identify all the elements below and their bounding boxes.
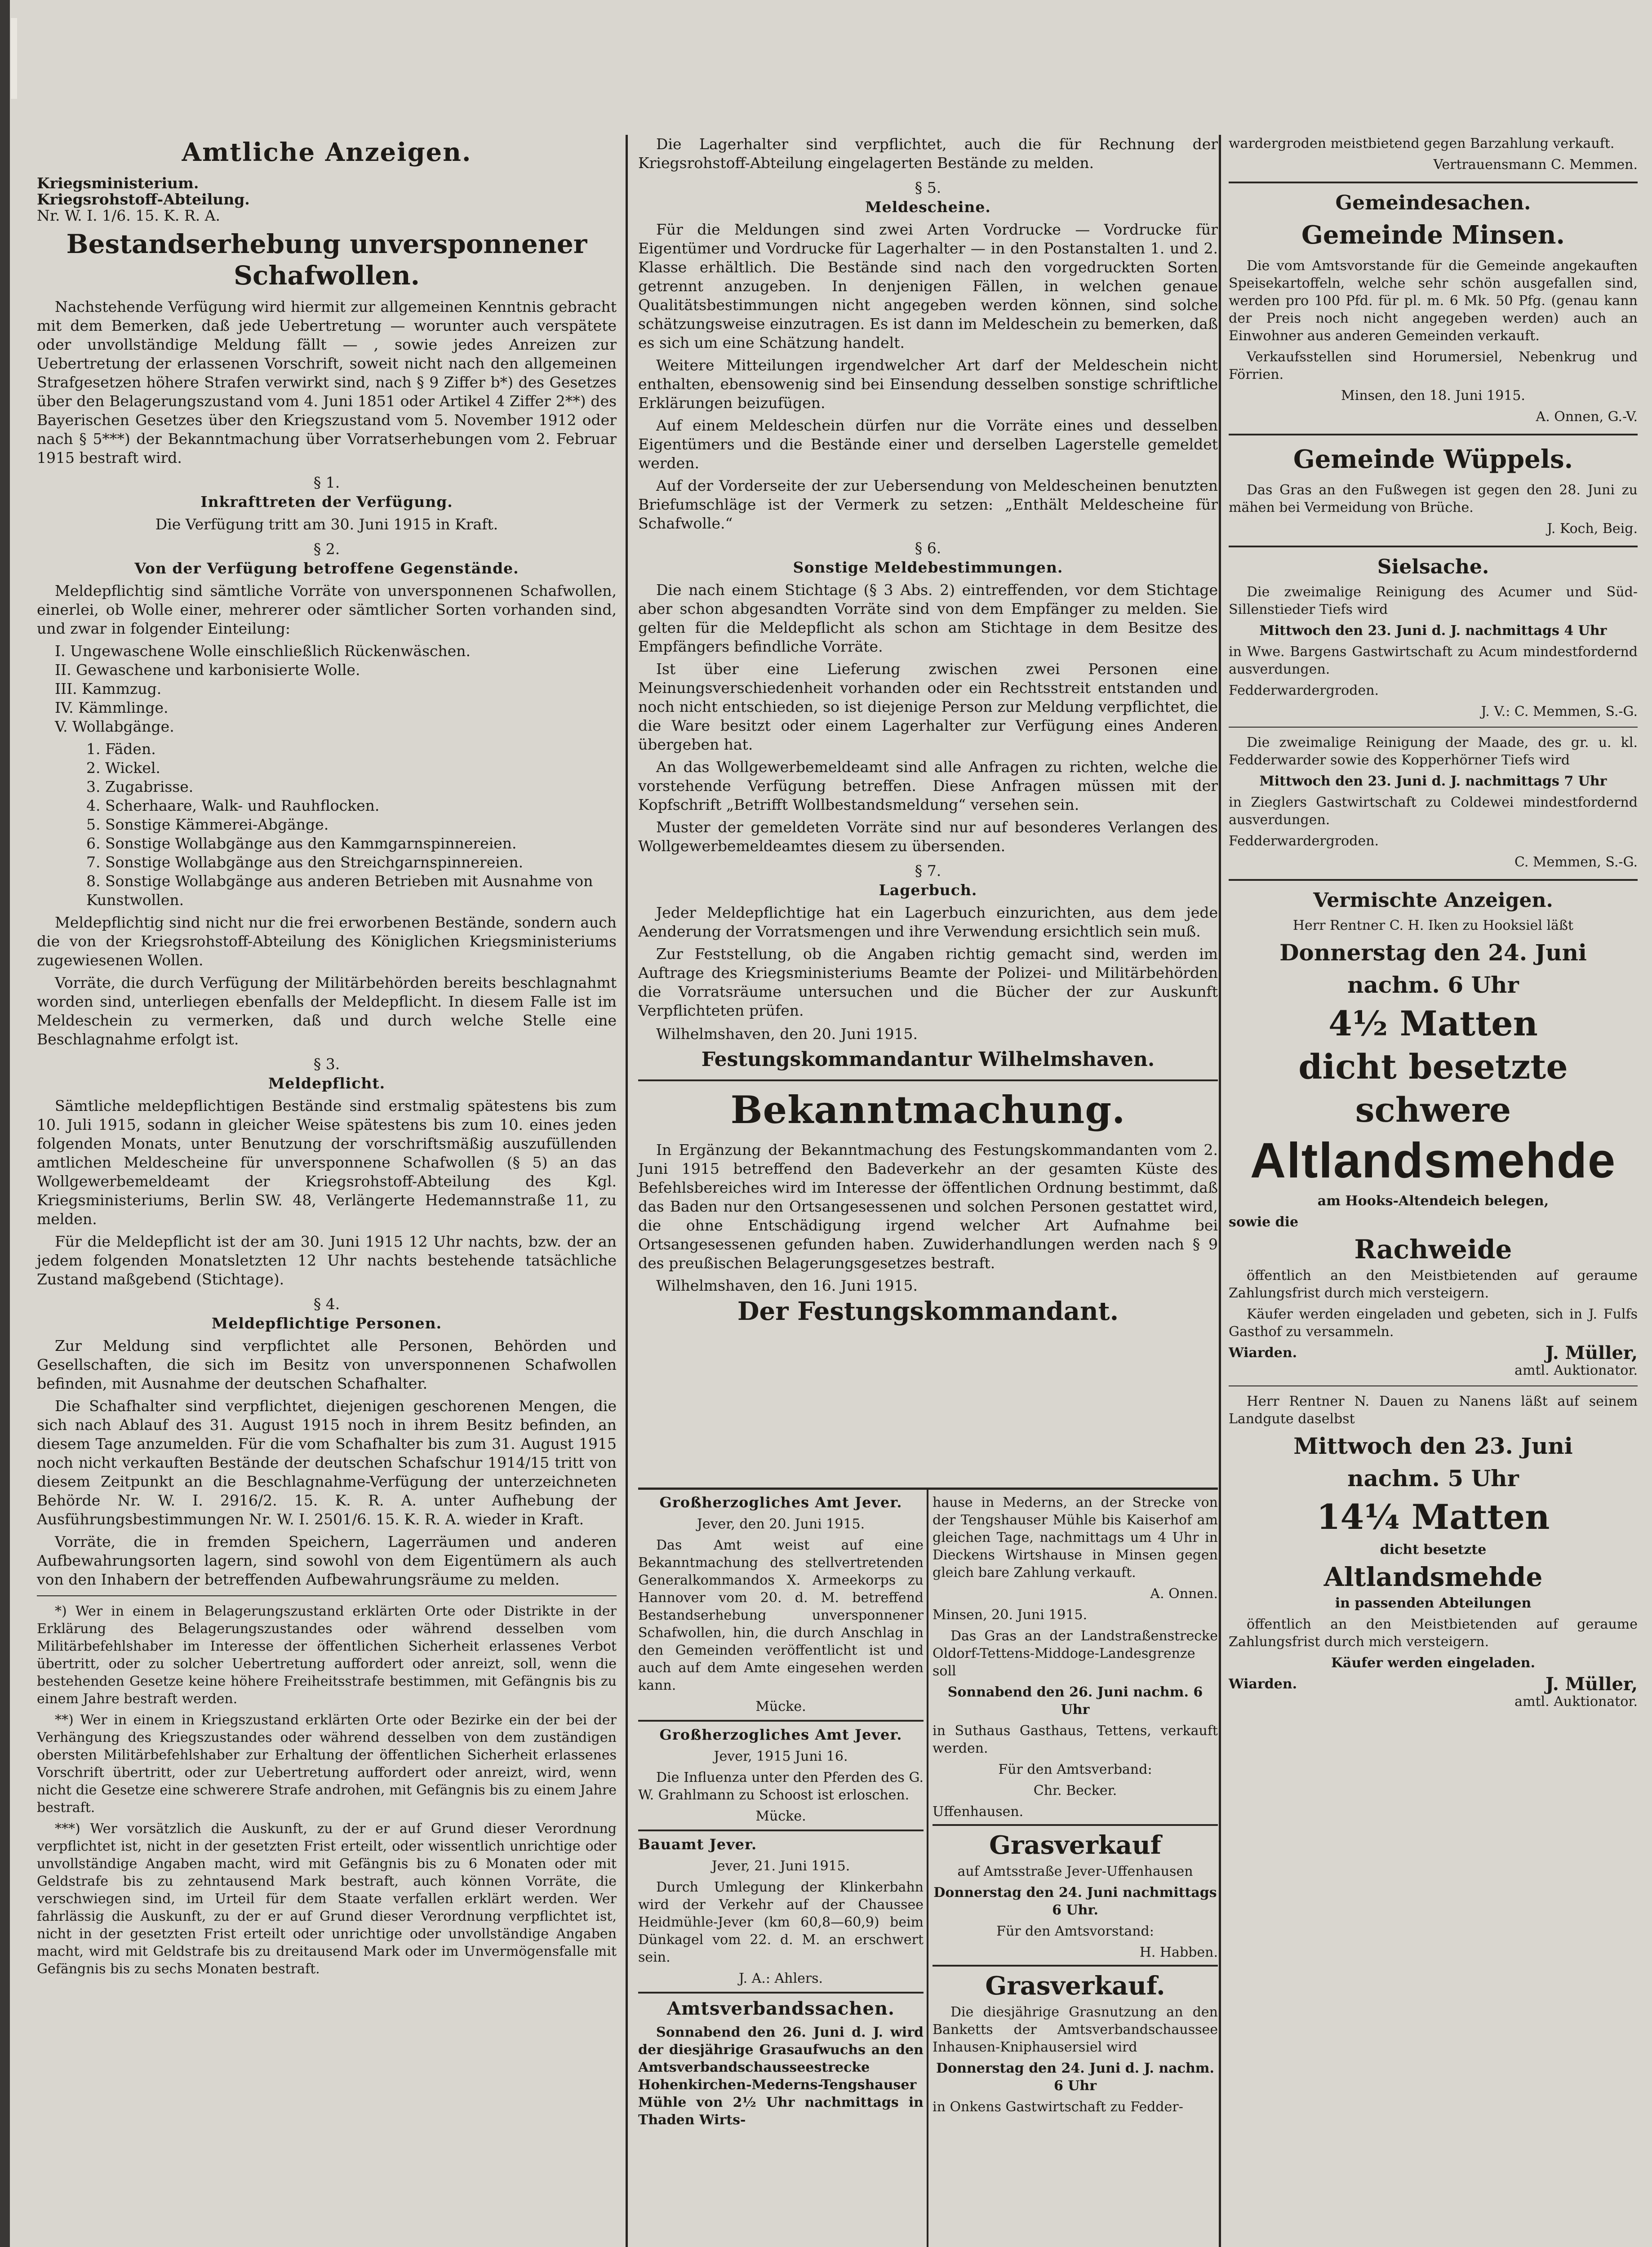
signature-role: amtl. Auktionator. (1514, 1694, 1638, 1710)
ad-text: öffentlich an den Meistbietenden auf geraume Zahlungsfrist durch mich versteigern. (1229, 1616, 1638, 1650)
ad-big-text: dicht besetzte (1298, 1047, 1568, 1087)
list-item: 1. Fäden. (86, 740, 156, 758)
column-1 (37, 135, 617, 1981)
dateline: Minsen, den 18. Juni 1915. (1341, 388, 1525, 404)
notice-title: Bestandserhebung unversponnener Schafwollen. (66, 229, 587, 291)
ad-text: Käufer werden eingeladen. (1331, 1655, 1536, 1671)
signature-line: Für den Amtsverband: (998, 1762, 1152, 1777)
signature: H. Habben. (1139, 1945, 1218, 1960)
notice-text: Das Gras an den Fußwegen ist gegen den 28. Juni zu mähen bei Vermeidung von Brüche. (1229, 482, 1638, 515)
section-heading: Gemeindesachen. (1335, 191, 1531, 214)
sale-date: Sonnabend den 26. Juni nachm. 6 Uhr (947, 1684, 1203, 1718)
signature: A. Onnen. (1150, 1586, 1218, 1602)
dateline: Wilhelmshaven, den 16. Juni 1915. (656, 1277, 918, 1294)
divider (1229, 546, 1638, 547)
ad-big-text: 14¼ Matten (1316, 1497, 1550, 1537)
sale-date: Mittwoch den 23. Juni d. J. nachmittags 4 Uhr (1259, 623, 1607, 639)
ad-text: am Hooks-Altendeich belegen, (1317, 1193, 1549, 1209)
signature: J. Koch, Beig. (1547, 521, 1638, 537)
signature: J. A.: Ahlers. (738, 1971, 823, 1986)
notice-text: wardergroden meistbietend gegen Barzahlung verkauft. (1229, 136, 1615, 151)
signature-place: Wiarden. (1229, 1345, 1297, 1361)
dateline: Jever, den 20. Juni 1915. (697, 1516, 865, 1532)
ad-text: Käufer werden eingeladen und gebeten, sich in J. Fulfs Gasthof zu versammeln. (1229, 1306, 1638, 1340)
ad-text: Herr Rentner N. Dauen zu Nanens läßt auf seinem Landgute daselbst (1229, 1394, 1638, 1427)
signature-line: Für den Amtsvorstand: (996, 1923, 1154, 1939)
sale-date: Mittwoch den 23. Juni d. J. nachmittags 7 Uhr (1259, 773, 1607, 789)
section-text: Zur Feststellung, ob die Angaben richtig gemacht sind, werden im Auftrage des Kriegsministeriums Beamte der Polizei- und Militärbehörden die Vorratsräume untersuchen und die Bücher der zur Auskunft Verpflichteten prüfen. (638, 945, 1218, 1019)
section-text: Vorräte, die in fremden Speichern, Lagerräumen und anderen Aufbewahrungsorten lagern, sind sowohl von dem Eigentümern als auch von den Inhabern der betreffenden Aufbewahrungsräume zu melden. (37, 1533, 617, 1588)
column-rule-2 (1219, 135, 1221, 2247)
section-text: Für die Meldepflicht ist der am 30. Juni 1915 12 Uhr nachts, bzw. der an jedem folgenden Monatsletzten 12 Uhr nachts bestehende tatsächliche Zustand maßgebend (Stichtage). (37, 1233, 617, 1288)
section-text: Auf einem Meldeschein dürfen nur die Vorräte eines und desselben Eigentümers und die Bestände einer und derselben Lagerstelle gemeldet werden. (638, 417, 1218, 472)
column-2 (638, 135, 1218, 1328)
notice-text: auf Amtsstraße Jever-Uffenhausen (957, 1864, 1193, 1879)
list-item: II. Gewaschene und karbonisierte Wolle. (55, 661, 360, 679)
ad-headline: Grasverkauf (989, 1830, 1161, 1860)
section-heading: Vermischte Anzeigen. (1313, 889, 1553, 912)
ad-date: Mittwoch den 23. Juni (1293, 1433, 1573, 1459)
notice-heading: Amtsverbandssachen. (667, 1998, 895, 2019)
section-title: Lagerbuch. (879, 881, 977, 899)
section-text: Sämtliche meldepflichtigen Bestände sind erstmalig spätestens bis zum 10. Juli 1915, sodann in gleicher Weise spätestens bis zum 10. eines jeden folgenden Monats, unter Benutzung der vorschriftsmäßig auszufüllenden amtlichen Meldescheine für unversponnene Schafwollen (§ 5) an das Wollgewerbemeldeamt der Kriegsrohstoff-Abteilung des Kgl. Kriegsministeriums, Berlin SW. 48, Verlängerte Hedemannstraße 11, zu melden. (37, 1097, 617, 1228)
section-text: Die Lagerhalter sind verpflichtet, auch die für Rechnung der Kriegsrohstoff-Abteilung eingelagerten Bestände zu melden. (638, 135, 1218, 172)
section-number: § 4. (313, 1295, 340, 1313)
announcement-text: In Ergänzung der Bekanntmachung des Festungskommandanten vom 2. Juni 1915 betreffend den Badeverkehr an der gesamten Küste des Befehlsbereiches wird im Interesse der öffentlichen Ordnung bestimmt, daß das Baden nur den Ortsangesessenen und solchen Personen gestattet wird, die ohne Entschädigung irgend welcher Art Aufnahme bei Ortsangesessenen gefunden haben. Zuwiderhandlungen werden nach § 9 des preußischen Belagerungsgesetzes bestraft. (638, 1141, 1218, 1272)
notice-title: Gemeinde Minsen. (1301, 220, 1565, 250)
section-text: Meldepflichtig sind nicht nur die frei erworbenen Bestände, sondern auch die von der Kriegsrohstoff-Abteilung des Königlichen Kriegsministeriums zugewiesenen Wollen. (37, 914, 617, 969)
ad-huge-text: Altlandsmehde (1250, 1133, 1616, 1188)
divider (638, 1992, 924, 1994)
divider (1229, 434, 1638, 435)
ad-time: nachm. 6 Uhr (1347, 972, 1519, 998)
notice-text: Sonnabend den 26. Juni d. J. wird der diesjährige Grasaufwuchs an den Amtsverbandschausseestrecke Hohenkirchen-Mederns-Tengshauser Mühle von 2½ Uhr nachmittags in Thaden Wirts- (638, 2025, 924, 2128)
notice-text: in Suthaus Gasthaus, Tettens, verkauft werden. (933, 1723, 1218, 1756)
section-text: Die nach einem Stichtage (§ 3 Abs. 2) eintreffenden, vor dem Stichtage aber schon abgesandten Vorräte sind von dem Empfänger zu melden. Sie gelten für die Meldepflicht als schon am Stichtage in dem Besitze des Empfängers befindliche Vorräte. (638, 581, 1218, 655)
newspaper-page (10, 0, 1652, 2247)
place: Fedderwardergroden. (1229, 683, 1379, 698)
ad-signature (1229, 1675, 1638, 1693)
notice-text: Das Amt weist auf eine Bekanntmachung des stellvertretenden Generalkommandos X. Armeekorps zu Hannover vom 20. d. M. betreffend Bestandserhebung unversponnener Schafwollen, hin, die durch Anschlag in den Gemeinden veröffentlicht ist und auch auf dem Amte eingesehen werden kann. (638, 1537, 924, 1693)
signature: Vertrauensmann C. Memmen. (1433, 157, 1638, 173)
signer: Der Festungskommandant. (737, 1297, 1119, 1326)
divider (638, 1830, 924, 1831)
signature-name: J. Müller, (1545, 1342, 1638, 1363)
section-number: § 7. (915, 862, 941, 879)
notice-text: Die Influenza unter den Pferden des G. W. Grahlmann zu Schoost ist erloschen. (638, 1770, 924, 1803)
section-title: Meldepflichtige Personen. (211, 1314, 442, 1332)
reference-number: Nr. W. I. 1/6. 15. K. R. A. (37, 207, 220, 224)
signer: Festungskommandantur Wilhelmshaven. (701, 1048, 1155, 1071)
list-item: 5. Sonstige Kämmerei-Abgänge. (86, 816, 329, 833)
divider (933, 1965, 1218, 1967)
list-item: III. Kammzug. (55, 680, 162, 697)
column-3 (1229, 135, 1638, 1714)
sale-date: Donnerstag den 24. Juni nachmittags 6 Uhr. (933, 1885, 1217, 1918)
section-number: § 3. (313, 1055, 340, 1073)
section-heading: Amtliche Anzeigen. (182, 138, 472, 167)
ad-text: dicht besetzte (1380, 1542, 1487, 1558)
column-rule-1 (626, 135, 628, 2247)
list-item: 8. Sonstige Wollabgänge aus anderen Betrieben mit Ausnahme von Kunstwollen. (86, 872, 593, 909)
category-list (55, 642, 617, 736)
notice-text: Die vom Amtsvorstande für die Gemeinde angekauften Speisekartoffeln, welche sehr schön ausgefallen sind, werden pro 100 Pfd. für pl. m. 6 Mk. 50 Pfg. (genau kann der Preis noch nicht angegeben werden) auch an Einwohner aus anderen Gemeinden verkauft. (1229, 258, 1638, 344)
ad-date: Donnerstag den 24. Juni (1279, 939, 1587, 966)
signature: J. V.: C. Memmen, S.-G. (1481, 704, 1638, 719)
divider (638, 1079, 1218, 1081)
list-item: 4. Scherhaare, Walk- und Rauhflocken. (86, 797, 380, 814)
notice-heading: Bauamt Jever. (638, 1836, 757, 1853)
footnote: ***) Wer vorsätzlich die Auskunft, zu der er auf Grund dieser Verordnung verpflichtet ist, nicht in der gesetzten Frist erteilt, oder wissentlich unrichtige oder unvollständige Angaben macht, wird mit Gefängnis bis zu 6 Monaten oder mit Geldstrafe bis zu zehntausend Mark bestraft, auch können Vorräte, die verschwiegen sind, im Urteil für dem Staate verfallen erklärt werden. Wer fahrlässig die Auskunft, zu der er auf Grund dieser Verordnung verpflichtet ist, nicht in der gesetzten Frist erteilt oder unrichtige oder unvollständige Angaben macht, wird mit Geldstrafe bis zu dreitausend Mark oder im Unvermögensfalle mit Gefängnis bis zu sechs Monaten bestraft. (37, 1821, 617, 1977)
section-title: Inkrafttreten der Verfügung. (200, 493, 453, 511)
section-text: Auf der Vorderseite der zur Uebersendung von Meldescheinen benutzten Briefumschläge ist der Vermerk zu setzen: „Enthält Meldescheine für Schafwolle.“ (638, 477, 1218, 532)
notice-title: Sielsache. (1377, 555, 1489, 578)
lower-column-b (933, 1494, 1218, 2119)
ad-text: öffentlich an den Meistbietenden auf geraume Zahlungsfrist durch mich versteigern. (1229, 1268, 1638, 1301)
notice-text: Die diesjährige Grasnutzung an den Banketts der Amtsverbandschaussee Inhausen-Kniphausersiel wird (933, 2004, 1218, 2055)
footnote-divider (37, 1595, 617, 1596)
section-text: An das Wollgewerbemeldeamt sind alle Anfragen zu richten, welche die vorstehende Verfügung betreffen. Diese Anfragen müssen mit der Kopfschrift „Betrifft Wollbestandsmeldung“ versehen sein. (638, 758, 1218, 813)
waste-sublist (86, 740, 617, 910)
ministry-label: Kriegsministerium. (37, 174, 199, 192)
dateline: Jever, 1915 Juni 16. (714, 1749, 848, 1764)
divider (1229, 879, 1638, 881)
signature-role: amtl. Auktionator. (1514, 1363, 1638, 1378)
notice-intro: Nachstehende Verfügung wird hiermit zur allgemeinen Kenntnis gebracht mit dem Bemerken, daß jede Uebertretung — worunter auch verspätete oder unvollständige Meldung fällt — , sowie jedes Anreizen zur Uebertretung der erlassenen Vorschrift, soweit nicht nach den allgemeinen Strafgesetzen höhere Strafen verwirkt sind, nach § 9 Ziffer b*) des Gesetzes über den Belagerungszustand vom 4. Juni 1851 oder Artikel 4 Ziffer 2**) des Bayerischen Gesetzes über den Kriegszustand vom 5. November 1912 oder nach § 5***) der Bekanntmachung über Vorratserhebungen vom 2. Februar 1915 bestraft wird. (37, 298, 617, 466)
notice-text: in Onkens Gastwirtschaft zu Fedder- (933, 2099, 1183, 2115)
place: Fedderwardergroden. (1229, 833, 1379, 849)
divider (638, 1720, 924, 1722)
notice-title: Gemeinde Wüppels. (1293, 444, 1573, 474)
section-text: Ist über eine Lieferung zwischen zwei Personen eine Meinungsverschiedenheit vorhanden oder ein Rechtsstreit entstanden und noch nicht entschieden, so ist diejenige Person zur Meldung verpflichtet, die die Ware besitzt oder einem Lagerhalter zur Verfügung eines Anderen übergeben hat. (638, 660, 1218, 753)
dateline: Jever, 21. Juni 1915. (711, 1858, 850, 1874)
divider (1229, 727, 1638, 728)
section-number: § 1. (313, 474, 340, 491)
signature-place: Wiarden. (1229, 1676, 1297, 1692)
dateline: Wilhelmshaven, den 20. Juni 1915. (656, 1025, 918, 1043)
notice-text: Die zweimalige Reinigung des Acumer und Süd-Sillenstieder Tiefs wird (1229, 584, 1638, 617)
signature: A. Onnen, G.-V. (1536, 409, 1638, 425)
list-item: 6. Sonstige Wollabgänge aus den Kammgarnspinnereien. (86, 835, 517, 852)
section-text: Jeder Meldepflichtige hat ein Lagerbuch einzurichten, aus dem jede Aenderung der Vorratsmengen und ihre Verwendung ersichtlich sein muß. (638, 904, 1218, 940)
section-text: Zur Meldung sind verpflichtet alle Personen, Behörden und Gesellschaften, die sich im Besitz von unversponnenen Schafwollen befinden, mit Ausnahme der deutschen Schafhalter. (37, 1337, 617, 1392)
ad-time: nachm. 5 Uhr (1347, 1465, 1519, 1492)
ad-big-text: 4½ Matten (1328, 1004, 1538, 1044)
list-item: 7. Sonstige Wollabgänge aus den Streichgarnspinnereien. (86, 853, 524, 871)
notice-text: in Zieglers Gastwirtschaft zu Coldewei mindestfordernd ausverdungen. (1229, 795, 1638, 828)
section-text: Meldepflichtig sind sämtliche Vorräte von unversponnenen Schafwollen, einerlei, ob Wolle einer, mehrerer oder sämtlicher Sorten vorhanden sind, und zwar in folgender Einteilung: (37, 582, 617, 637)
section-title: Meldepflicht. (268, 1075, 386, 1092)
section-number: § 5. (915, 179, 941, 196)
department-label: Kriegsrohstoff-Abteilung. (37, 191, 250, 208)
scan-edge-mark (11, 18, 17, 99)
dateline: Minsen, 20. Juni 1915. (933, 1607, 1088, 1623)
section-title: Sonstige Meldebestimmungen. (793, 559, 1063, 576)
notice-text: Durch Umlegung der Klinkerbahn wird der Verkehr auf der Chaussee Heidmühle-Jever (km 60,8—60,9) beim Dünkagel vom 22. d. M. an erschwert sein. (638, 1879, 924, 1965)
signature: Mücke. (755, 1699, 806, 1714)
ad-text: in passenden Abteilungen (1335, 1595, 1532, 1611)
list-item: IV. Kämmlinge. (55, 699, 169, 716)
list-item: V. Wollabgänge. (55, 718, 174, 735)
ad-signature (1229, 1344, 1638, 1362)
signature: Mücke. (755, 1808, 806, 1824)
ad-big-text: Altlandsmehde (1323, 1562, 1543, 1592)
section-title: Meldescheine. (865, 198, 991, 216)
section-text: Muster der gemeldeten Vorräte sind nur auf besonderes Verlangen des Wollgewerbemeldeamtes diesem zu übersenden. (638, 818, 1218, 855)
section-number: § 6. (915, 539, 941, 557)
notice-text: Die zweimalige Reinigung der Maade, des gr. u. kl. Fedderwarder sowie des Kopperhörner Tiefs wird (1229, 735, 1638, 768)
notice-text: in Wwe. Bargens Gastwirtschaft zu Acum mindestfordernd ausverdungen. (1229, 644, 1638, 677)
signature-name: J. Müller, (1545, 1674, 1638, 1695)
footnote: **) Wer in einem in Kriegszustand erklärten Orte oder Bezirke ein der bei der Verhängung des Kriegszustandes oder während desselben von dem zuständigen obersten Militärbefehlshaber zur Erhaltung der öffentlichen Sicherheit erlassenes Vorschrift übertritt, oder zur Uebertretung auffordert oder anreizt, wird, wenn nicht die Gesetze eine schwerere Strafe androhen, mit Gefängnis bis zu einem Jahre bestraft. (37, 1712, 617, 1816)
ad-text: sowie die (1229, 1214, 1299, 1230)
section-number: § 2. (313, 540, 340, 558)
section-text: Für die Meldungen sind zwei Arten Vordrucke — Vordrucke für Eigentümer und Vordrucke für Lagerhalter — in den Postanstalten 1. und 2. Klasse erhältlich. Die Bestände sind nach den vorgedruckten Sorten getrennt anzugeben. In denjenigen Fällen, in welchen genaue Qualitätsbestimmungen nicht angegeben werden können, sind solche schätzungsweise einzutragen. Es ist dann im Meldeschein zu bemerken, daß es sich um eine Schätzung handelt. (638, 221, 1218, 351)
ad-text: Herr Rentner C. H. Iken zu Hooksiel läßt (1292, 918, 1574, 933)
list-item: 2. Wickel. (86, 759, 160, 777)
notice-text: Verkaufsstellen sind Horumersiel, Nebenkrug und Förrien. (1229, 349, 1638, 382)
notice-text: hause in Mederns, an der Strecke von der Tengshauser Mühle bis Kaiserhof am gleichen Tage, nachmittags um 4 Uhr in Dieckens Wirtshause in Minsen gegen gleich bare Zahlung verkauft. (933, 1495, 1218, 1581)
section-text: Die Verfügung tritt am 30. Juni 1915 in Kraft. (155, 515, 498, 533)
list-item: I. Ungewaschene Wolle einschließlich Rückenwäschen. (55, 642, 471, 660)
place: Uffenhausen. (933, 1804, 1024, 1820)
footnotes (37, 1603, 617, 1978)
footnote: *) Wer in einem in Belagerungszustand erklärten Orte oder Distrikte in der Erklärung des Belagerungszustandes oder während desselben vom Militärbefehlshaber im Interesse der öffentlichen Sicherheit erlassenes Verbot übertritt, oder zu solcher Uebertretung auffordert oder anreizt, soll, wenn die bestehenden Gesetze keine höhere Freiheitsstrafe bestimmen, mit Gefängnis bis zu einem Jahre bestraft werden. (37, 1603, 617, 1707)
notice-text: Das Gras an der Landstraßenstrecke Oldorf-Tettens-Middoge-Landesgrenze soll (933, 1628, 1218, 1679)
section-title: Von der Verfügung betroffene Gegenstände. (134, 560, 519, 577)
ad-headline: Grasverkauf. (985, 1971, 1165, 2001)
sale-date: Donnerstag den 24. Juni d. J. nachm. 6 Uhr (936, 2060, 1214, 2094)
signature: Chr. Becker. (1033, 1783, 1117, 1798)
lower-column-a (638, 1494, 924, 2132)
ad-big-text: schwere (1355, 1090, 1511, 1130)
announcement-title: Bekanntmachung. (730, 1088, 1126, 1132)
lower-split-area (638, 1488, 1218, 2247)
section-text: Die Schafhalter sind verpflichtet, diejenigen geschorenen Mengen, die sich nach Ablauf des 31. August 1915 noch in ihrem Besitz befinden, an diesem Tage anzumelden. Für die vom Schafhalter bis zum 31. August 1915 noch nicht verkauften Bestände der deutschen Schafschur 1914/15 tritt von diesem Zeitpunkt an die Beschlagnahme-Verfügung der unterzeichneten Behörde Nr. W. I. 2916/2. 15. K. R. A. unter Aufhebung der Ausführungsbestimmungen Nr. W. I. 2501/6. 15. K. R. A. wieder in Kraft. (37, 1397, 617, 1528)
ad-big-text: Rachweide (1354, 1234, 1512, 1265)
divider (933, 1824, 1218, 1826)
section-text: Vorräte, die durch Verfügung der Militärbehörden bereits beschlagnahmt worden sind, unterliegen ebenfalls der Meldepflicht. In diesem Falle ist im Meldeschein zu vermerken, daß und durch welche Stelle eine Beschlagnahme erfolgt ist. (37, 974, 617, 1048)
column-rule-inner (927, 1488, 928, 2247)
list-item: 3. Zugabrisse. (86, 778, 194, 795)
notice-heading: Großherzogliches Amt Jever. (659, 1726, 902, 1743)
notice-heading: Großherzogliches Amt Jever. (659, 1494, 902, 1511)
divider (1229, 182, 1638, 183)
signature: C. Memmen, S.-G. (1514, 854, 1638, 870)
section-text: Weitere Mitteilungen irgendwelcher Art darf der Meldeschein nicht enthalten, ebensowenig sind bei Einsendung desselben sonstige schriftliche Erklärungen beizufügen. (638, 356, 1218, 412)
